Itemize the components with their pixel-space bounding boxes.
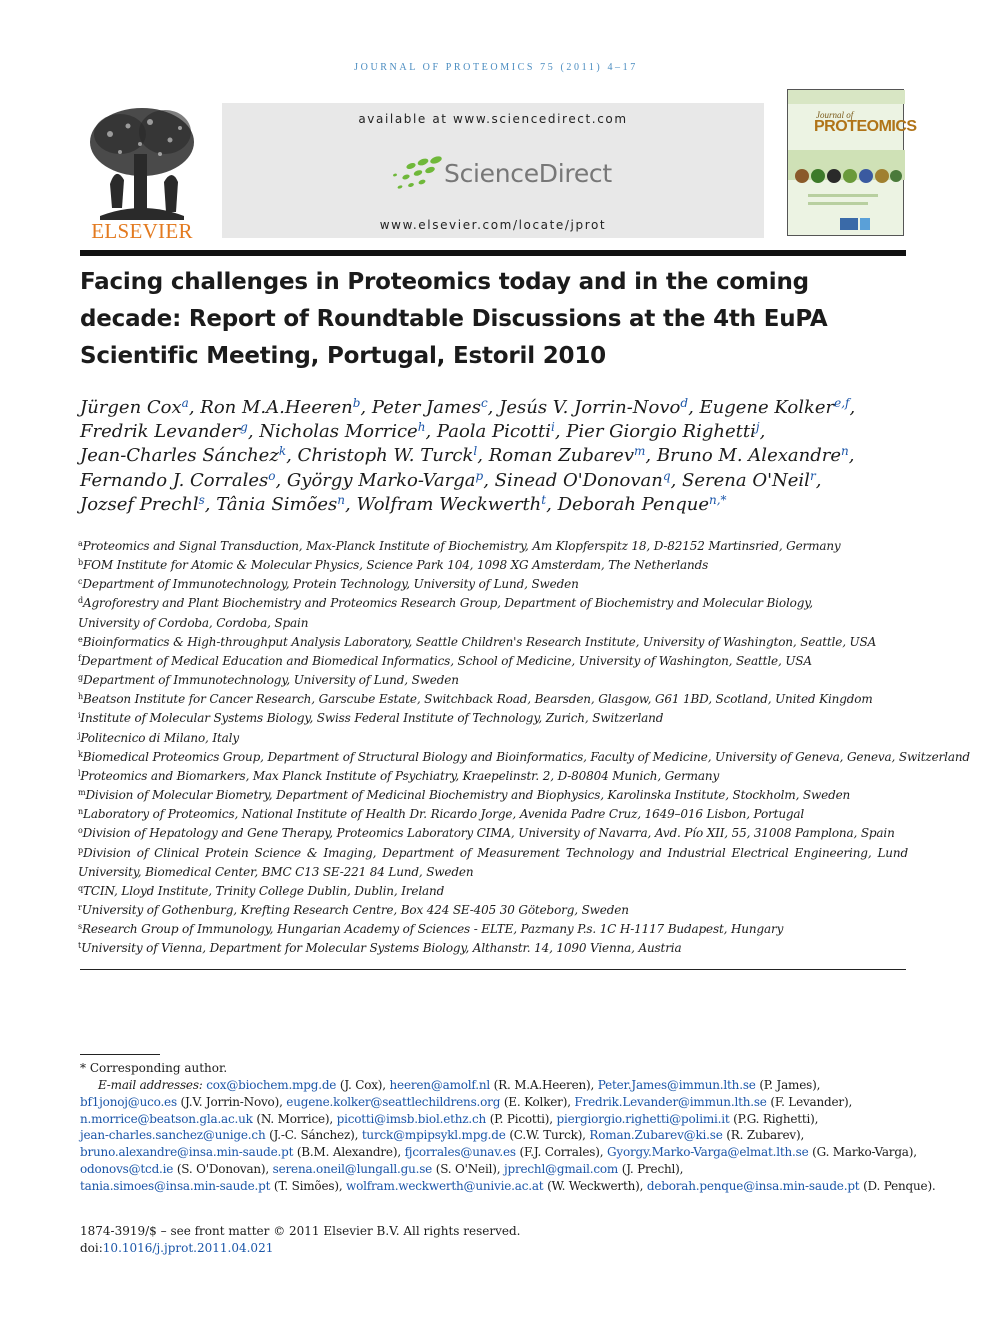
author-affiliation-marker[interactable]: t — [541, 492, 547, 507]
sciencedirect-wordmark: ScienceDirect — [444, 159, 612, 188]
email-owner: (S. O'Donovan) — [176, 1161, 266, 1176]
affiliation-b — [78, 556, 908, 575]
email-owner: (B.M. Alexandre) — [296, 1145, 398, 1160]
author-name: Wolfram Weckwerth — [356, 493, 542, 515]
sciencedirect-banner — [222, 103, 764, 238]
author-affiliation-marker[interactable]: n — [337, 492, 345, 507]
front-matter-line: 1874-3919/$ – see front matter © 2011 Elsevier B.V. All rights reserved. — [80, 1224, 521, 1238]
author-name: Eugene Kolker — [699, 397, 835, 418]
email-link[interactable]: bruno.alexandre@insa.min-saude.pt — [80, 1145, 294, 1160]
email-link[interactable]: odonovs@tcd.ie — [80, 1161, 174, 1176]
author-name: Ron M.A.Heeren — [200, 397, 353, 418]
author-affiliation-marker[interactable]: j — [755, 420, 760, 435]
footnote-rule — [80, 1054, 160, 1055]
author-affiliation-marker[interactable]: i — [551, 420, 555, 435]
header-rule — [80, 250, 906, 256]
affiliation-letter: b — [78, 558, 83, 568]
author-affiliation-marker[interactable]: m — [634, 444, 646, 459]
author-name: Jean-Charles Sánchez — [80, 445, 279, 467]
author-affiliation-marker[interactable]: r — [809, 468, 816, 483]
affiliation-text: Beatson Institute for Cancer Research, Garscube Estate, Switchback Road, Bearsden, Glasgow, G61 1BD, Scotland, United Kingdom — [83, 692, 873, 707]
author-line: Jozsef Prechl$^s$, Tânia Simões$^n$, Wolfram Weckwerth$^t$, Deborah Penque$^{n,*}$ — [80, 492, 727, 515]
email-owner: (J.V. Jorrin-Novo) — [180, 1094, 280, 1109]
author-name: Bruno M. Alexandre — [656, 445, 841, 467]
email-addresses — [80, 1077, 936, 1195]
email-owner: (W. Weckwerth) — [547, 1178, 640, 1193]
email-link[interactable]: turck@mpipsykl.mpg.de — [361, 1128, 506, 1143]
article-title: Facing challenges in Proteomics today and in the coming decade: Report of Roundtable Discussions at the 4th EuPA Scientific Meeting, Portugal, Estoril 2010 — [80, 269, 828, 369]
affiliation-h — [78, 690, 908, 709]
doi-line — [80, 1240, 520, 1257]
affiliation-letter: f — [78, 653, 81, 663]
author-line: Fredrik Levander$^g$, Nicholas Morrice$^h$, Paola Picotti$^i$, Pier Giorgio Righetti$^j$, — [80, 420, 766, 443]
email-owner: (T. Simões) — [273, 1178, 339, 1193]
author-affiliation-marker[interactable]: n,* — [708, 492, 727, 507]
doi-link[interactable]: 10.1016/j.jprot.2011.04.021 — [102, 1241, 274, 1255]
email-line: bruno.alexandre@insa.min-saude.pt (B.M. Alexandre), fjcorrales@unav.es (F.J. Corrales), Gyorgy.Marko-Varga@elmat.lth.se (G. Marko-Varga), — [80, 1145, 917, 1160]
affiliation-letter: l — [78, 768, 81, 778]
email-owner: (P. Picotti) — [489, 1111, 550, 1126]
email-link[interactable]: Peter.James@immun.lth.se — [597, 1078, 756, 1092]
affiliation-f — [78, 652, 908, 671]
affiliation-text: Institute of Molecular Systems Biology, Swiss Federal Institute of Technology, Zurich, Switzerland — [80, 711, 664, 726]
author-name: Deborah Penque — [557, 493, 709, 515]
author-name: Pier Giorgio Righetti — [566, 421, 756, 443]
email-label: E-mail addresses: — [98, 1078, 203, 1092]
affiliation-l — [78, 767, 908, 786]
author-name: Jürgen Cox — [80, 397, 182, 418]
email-line: odonovs@tcd.ie (S. O'Donovan), serena.oneil@lungall.gu.se (S. O'Neil), jprechl@gmail.com (J. Prechl), — [80, 1161, 684, 1176]
author-list — [80, 396, 910, 517]
author-affiliation-marker[interactable]: o — [268, 468, 276, 483]
affiliation-d — [78, 594, 908, 632]
affiliation-text: Division of Clinical Protein Science & Imaging, Department of Measurement Technology and Industrial Electrical Engineering, Lund University, Biomedical Center, BMC C13 SE-221 84 Lund, Sweden — [78, 845, 908, 879]
doi-label: doi: — [80, 1241, 103, 1255]
author-name: Tânia Simões — [216, 493, 338, 515]
email-link[interactable]: piergiorgio.righetti@polimi.it — [556, 1111, 730, 1126]
author-affiliation-marker[interactable]: k — [278, 444, 287, 459]
affiliation-letter: o — [78, 826, 83, 836]
email-owner: (S. O'Neil) — [435, 1161, 497, 1176]
affiliation-letter: q — [78, 883, 83, 893]
author-affiliation-marker[interactable]: c — [480, 396, 488, 410]
affiliation-letter: h — [78, 692, 84, 702]
affiliation-q — [78, 882, 908, 901]
email-link[interactable]: fjcorrales@unav.es — [404, 1145, 516, 1160]
affiliation-e — [78, 633, 908, 652]
affiliation-m — [78, 786, 908, 805]
author-name: Serena O'Neil — [682, 469, 810, 491]
affiliation-i — [78, 709, 908, 728]
sciencedirect-dots-icon — [392, 153, 442, 193]
affiliation-letter: k — [78, 749, 83, 759]
corresponding-author-note: * Corresponding author. — [80, 1061, 228, 1075]
email-link[interactable]: jean-charles.sanchez@unige.ch — [80, 1128, 266, 1143]
affiliation-text: Department of Medical Education and Biomedical Informatics, School of Medicine, University of Washington, Seattle, USA — [80, 653, 812, 668]
affiliation-c — [78, 575, 908, 594]
journal-running-header: JOURNAL OF PROTEOMICS 75 (2011) 4–17 — [354, 62, 638, 73]
email-link[interactable]: deborah.penque@insa.min-saude.pt — [646, 1178, 860, 1193]
email-link[interactable]: Fredrik.Levander@immun.lth.se — [574, 1094, 767, 1109]
email-owner: (C.W. Turck) — [509, 1128, 583, 1143]
author-line: Jürgen Cox$^a$, Ron M.A.Heeren$^b$, Peter James$^c$, Jesús V. Jorrin-Novo$^d$, Eugene Kolker$^{e,f}$, — [80, 396, 856, 418]
author-affiliation-marker[interactable]: s — [198, 492, 205, 507]
cover-journal-title: PROTEOMICS — [814, 118, 917, 135]
author-affiliation-marker[interactable]: g — [240, 420, 248, 435]
author-name: Peter James — [371, 397, 481, 418]
affiliation-text: FOM Institute for Atomic & Molecular Physics, Science Park 104, 1098 XG Amsterdam, The Netherlands — [82, 558, 709, 573]
email-owner: (G. Marko-Varga) — [812, 1145, 914, 1160]
email-link[interactable]: serena.oneil@lungall.gu.se — [272, 1161, 433, 1176]
email-owner: (F. Levander) — [770, 1094, 849, 1109]
affiliation-text: Division of Molecular Biometry, Department of Medicinal Biochemistry and Biophysics, Karolinska Institute, Stockholm, Sweden — [85, 788, 851, 803]
affiliation-text: Laboratory of Proteomics, National Institute of Health Dr. Ricardo Jorge, Avenida Padre Cruz, 1649–016 Lisbon, Portugal — [83, 807, 805, 822]
affiliation-j — [78, 729, 908, 748]
email-line: tania.simoes@insa.min-saude.pt (T. Simões), wolfram.weckwerth@univie.ac.at (W. Weckwerth), deborah.penque@insa.min-saude.pt (D. Penque). — [80, 1178, 936, 1193]
author-affiliation-marker[interactable]: p — [475, 468, 484, 483]
email-owner: (J. Cox) — [339, 1078, 383, 1092]
email-link[interactable]: picotti@imsb.biol.ethz.ch — [336, 1111, 487, 1126]
copyright-block — [80, 1223, 520, 1257]
author-line: Jean-Charles Sánchez$^k$, Christoph W. Turck$^l$, Roman Zubarev$^m$, Bruno M. Alexandre$^n$, — [80, 444, 855, 467]
author-affiliation-marker[interactable]: e,f — [834, 396, 850, 410]
affiliation-letter: n — [78, 807, 84, 817]
author-name: Sinead O'Donovan — [494, 469, 663, 491]
email-link[interactable]: eugene.kolker@seattlechildrens.org — [286, 1094, 501, 1109]
email-line: jean-charles.sanchez@unige.ch (J.-C. Sánchez), turck@mpipsykl.mpg.de (C.W. Turck), Roman.Zubarev@ki.se (R. Zubarev), — [80, 1128, 805, 1143]
affiliation-text: TCIN, Lloyd Institute, Trinity College Dublin, Dublin, Ireland — [82, 883, 445, 898]
author-name: Christoph W. Turck — [297, 445, 474, 467]
author-affiliation-marker[interactable]: b — [352, 396, 361, 410]
author-affiliation-marker[interactable]: d — [680, 396, 689, 410]
affiliation-o — [78, 824, 908, 843]
journal-cover-thumbnail — [787, 89, 917, 236]
email-line: n.morrice@beatson.gla.ac.uk (N. Morrice), picotti@imsb.biol.ethz.ch (P. Picotti), piergiorgio.righetti@polimi.it (P.G. Righetti), — [80, 1111, 819, 1126]
elsevier-wordmark: ELSEVIER — [91, 219, 193, 243]
affiliation-letter: t — [78, 941, 82, 951]
cover-journal-of: Journal of — [816, 110, 854, 120]
author-line: Fernando J. Corrales$^o$, György Marko-Varga$^p$, Sinead O'Donovan$^q$, Serena O'Neil$^r$, — [80, 468, 822, 491]
affiliation-p — [78, 844, 908, 882]
author-name: Fernando J. Corrales — [80, 469, 269, 491]
email-owner: (J. Prechl) — [621, 1161, 680, 1176]
affiliation-letter: c — [78, 577, 83, 587]
affiliation-letter: d — [78, 596, 83, 606]
affiliation-text: Biomedical Proteomics Group, Department of Structural Biology and Bioinformatics, Faculty of Medicine, University of Geneva, Geneva, Switzerland — [82, 749, 970, 764]
affiliation-text: Department of Immunotechnology, Protein Technology, University of Lund, Sweden — [82, 577, 579, 592]
affiliation-text: University of Vienna, Department for Molecular Systems Biology, Althanstr. 14, 1090 Vienna, Austria — [81, 941, 682, 956]
affiliation-letter: s — [78, 922, 82, 932]
author-affiliation-marker[interactable]: n — [840, 444, 849, 459]
author-name: Roman Zubarev — [488, 445, 635, 467]
journal-url-line: www.elsevier.com/locate/jprot — [379, 218, 607, 232]
affiliation-letter: m — [78, 788, 86, 798]
author-affiliation-marker[interactable]: h — [417, 420, 426, 435]
author-name: Jesús V. Jorrin-Novo — [499, 397, 681, 418]
affiliation-text: Research Group of Immunology, Hungarian Academy of Sciences - ELTE, Pazmany P.s. 1C H-1117 Budapest, Hungary — [81, 922, 784, 937]
email-link[interactable]: tania.simoes@insa.min-saude.pt — [80, 1178, 271, 1193]
affiliation-t — [78, 939, 908, 958]
affiliation-k — [78, 748, 970, 767]
email-link[interactable]: wolfram.weckwerth@univie.ac.at — [346, 1178, 544, 1193]
affiliation-letter: e — [78, 634, 83, 644]
affiliation-text: Proteomics and Signal Transduction, Max-Planck Institute of Biochemistry, Am Klopferspitz 18, D-82152 Martinsried, Germany — [82, 539, 841, 553]
email-link[interactable]: Gyorgy.Marko-Varga@elmat.lth.se — [606, 1145, 809, 1160]
affiliation-a — [78, 537, 908, 556]
author-name: Fredrik Levander — [80, 421, 241, 443]
affiliation-letter: a — [78, 539, 83, 548]
affiliation-s — [78, 920, 908, 939]
affiliation-letter: j — [78, 730, 81, 740]
email-link[interactable]: Roman.Zubarev@ki.se — [589, 1128, 723, 1143]
email-link[interactable]: jprechl@gmail.com — [503, 1161, 619, 1176]
email-line: E-mail addresses: cox@biochem.mpg.de (J. Cox), heeren@amolf.nl (R. M.A.Heeren), Peter.James@immun.lth.se (P. James), — [98, 1078, 821, 1092]
affiliation-text: Division of Hepatology and Gene Therapy, Proteomics Laboratory CIMA, University of Navarra, Avd. Pío XII, 55, 31008 Pamplona, Spain — [82, 826, 895, 841]
affiliation-g — [78, 671, 908, 690]
affiliation-letter: i — [78, 711, 81, 721]
author-name: Paola Picotti — [436, 421, 551, 443]
email-owner: (P. James) — [759, 1078, 817, 1092]
affiliation-text: Agroforestry and Plant Biochemistry and Proteomics Research Group, Department of Biochemistry and Molecular Biology, University of Cordoba, Cordoba, Spain — [78, 596, 813, 630]
email-owner: (D. Penque). — [863, 1178, 936, 1193]
affiliation-r — [78, 901, 908, 920]
email-owner: (F.J. Corrales) — [519, 1145, 600, 1160]
email-link[interactable]: n.morrice@beatson.gla.ac.uk — [80, 1111, 253, 1126]
email-link[interactable]: heeren@amolf.nl — [389, 1078, 491, 1092]
section-rule — [80, 969, 906, 970]
email-owner: (J.-C. Sánchez) — [269, 1128, 355, 1143]
email-owner: (N. Morrice) — [256, 1111, 330, 1126]
affiliation-text: Politecnico di Milano, Italy — [80, 730, 239, 745]
available-at-line: available at www.sciencedirect.com — [358, 112, 628, 126]
email-owner: (E. Kolker) — [503, 1094, 568, 1109]
author-name: Nicholas Morrice — [259, 421, 418, 443]
affiliation-list — [78, 537, 970, 958]
author-name: György Marko-Varga — [286, 469, 476, 491]
affiliation-letter: g — [78, 673, 83, 683]
affiliation-letter: p — [78, 845, 83, 855]
email-owner: (P.G. Righetti) — [733, 1111, 815, 1126]
affiliation-n — [78, 805, 908, 824]
email-owner: (R. M.A.Heeren) — [493, 1078, 591, 1092]
affiliation-text: University of Gothenburg, Krefting Research Centre, Box 424 SE-405 30 Göteborg, Sweden — [81, 902, 629, 917]
email-link[interactable]: cox@biochem.mpg.de — [206, 1078, 337, 1092]
affiliation-text: Bioinformatics & High-throughput Analysis Laboratory, Seattle Children's Research Institute, University of Washington, Seattle, USA — [82, 634, 877, 649]
affiliation-text: Proteomics and Biomarkers, Max Planck Institute of Psychiatry, Kraepelinstr. 2, D-80804 Munich, Germany — [80, 768, 720, 783]
email-owner: (R. Zubarev) — [726, 1128, 801, 1143]
email-link[interactable]: bf1jonoj@uco.es — [80, 1094, 177, 1109]
email-line: bf1jonoj@uco.es (J.V. Jorrin-Novo), eugene.kolker@seattlechildrens.org (E. Kolker), Fredrik.Levander@immun.lth.se (F. Levander), — [80, 1094, 853, 1109]
affiliation-text: Department of Immunotechnology, University of Lund, Sweden — [82, 673, 459, 688]
author-affiliation-marker[interactable]: q — [662, 468, 671, 483]
author-affiliation-marker[interactable]: a — [181, 396, 189, 410]
author-affiliation-marker[interactable]: l — [473, 444, 478, 459]
author-name: Jozsef Prechl — [80, 493, 199, 515]
affiliation-letter: r — [78, 902, 82, 912]
